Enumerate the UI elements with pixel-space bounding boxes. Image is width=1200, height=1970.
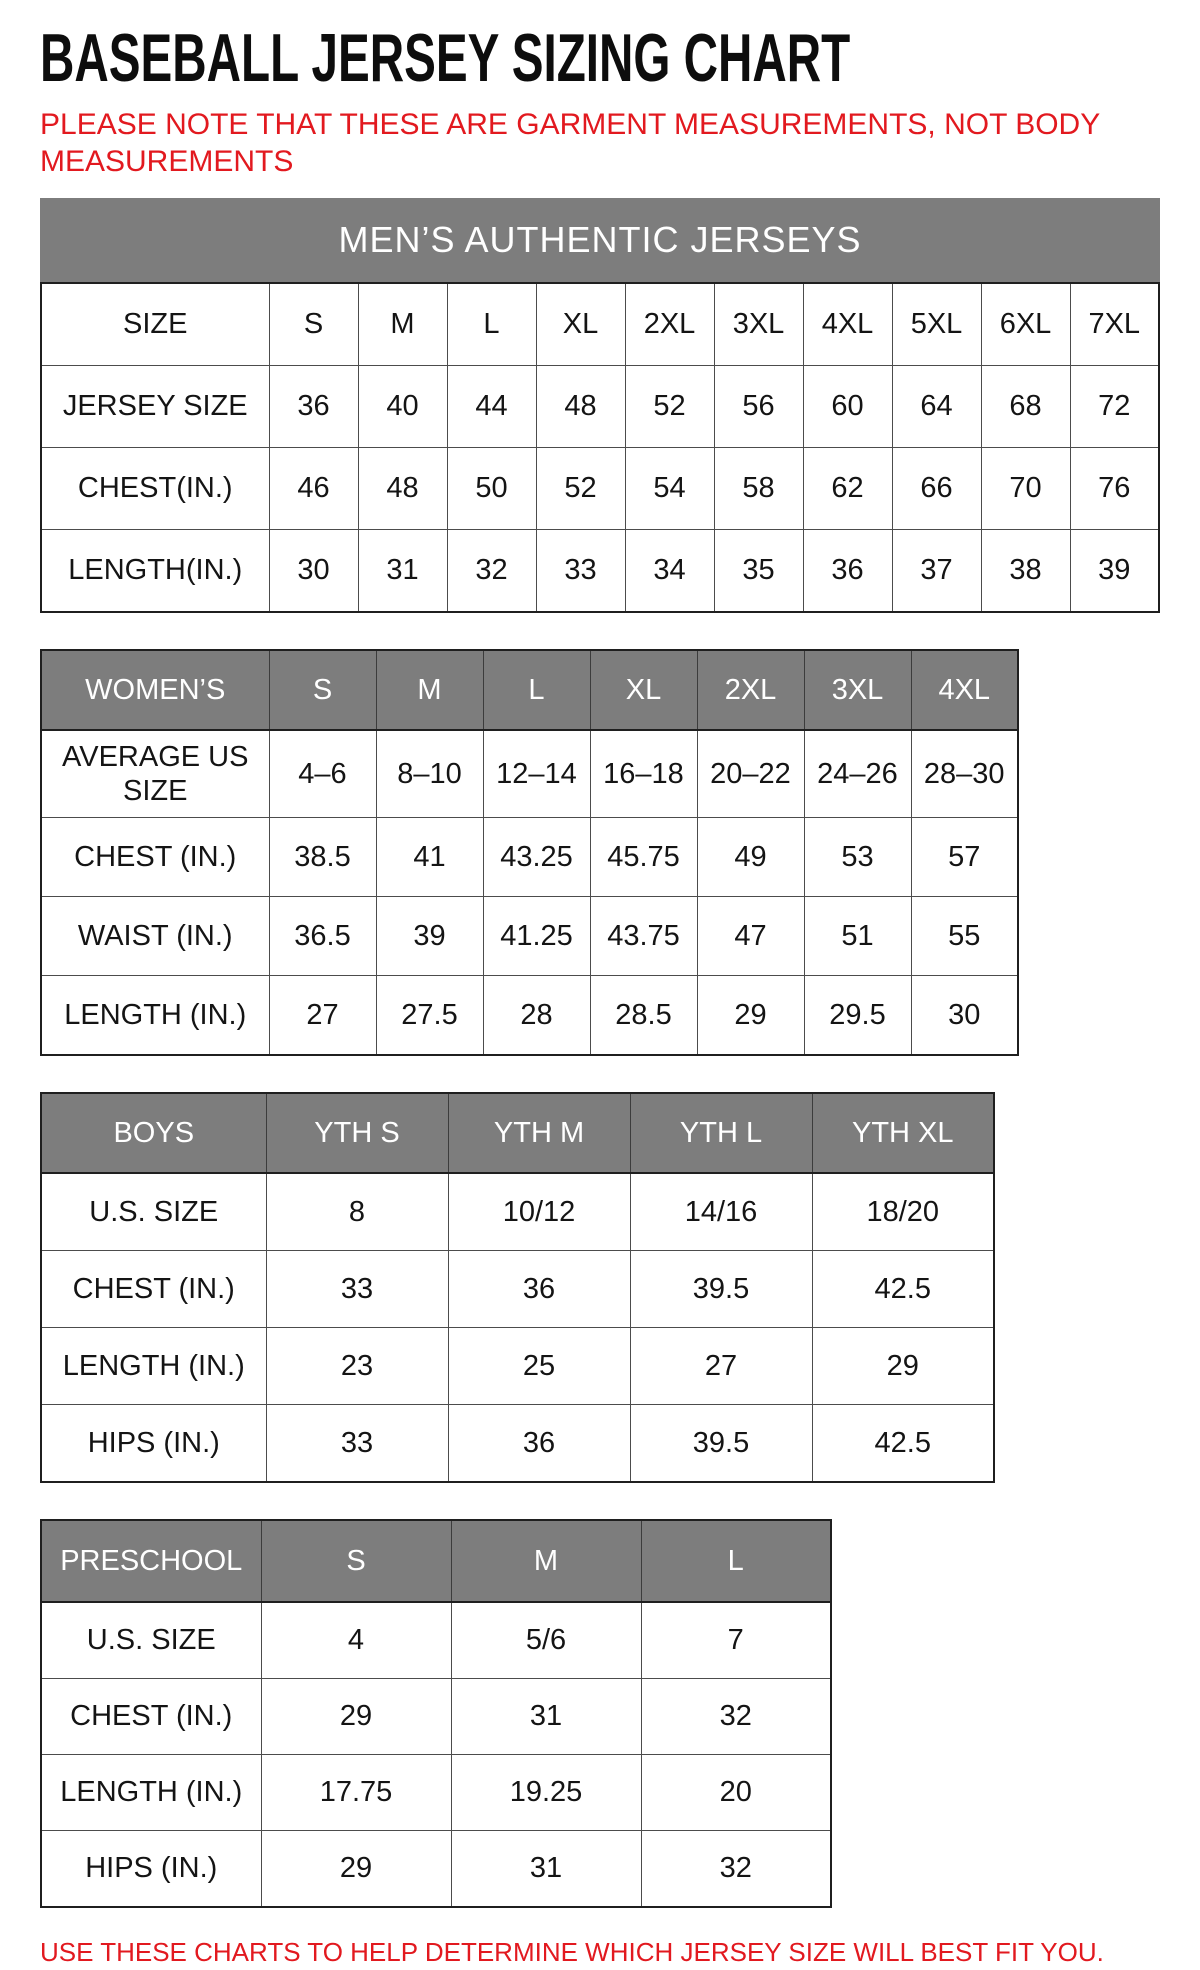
table-cell: 35: [714, 530, 803, 613]
table-row: [41, 366, 1159, 448]
table-cell: 42.5: [812, 1251, 994, 1328]
preschool-header-row: [41, 1520, 831, 1602]
table-row: [41, 897, 1018, 976]
column-header: S: [261, 1520, 451, 1602]
table-cell: S: [269, 283, 358, 366]
row-label: SIZE: [41, 283, 269, 366]
row-label: CHEST(IN.): [41, 448, 269, 530]
table-cell: M: [358, 283, 447, 366]
row-label: CHEST (IN.): [41, 1679, 261, 1755]
table-cell: 48: [358, 448, 447, 530]
table-cell: 7: [641, 1602, 831, 1679]
table-cell: 28–30: [911, 730, 1018, 818]
table-cell: 37: [892, 530, 981, 613]
table-cell: 39.5: [630, 1405, 812, 1483]
column-header: BOYS: [41, 1093, 266, 1173]
table-cell: 36.5: [269, 897, 376, 976]
table-cell: 31: [451, 1679, 641, 1755]
table-cell: 53: [804, 818, 911, 897]
table-cell: 32: [447, 530, 536, 613]
table-cell: 23: [266, 1328, 448, 1405]
table-cell: 4: [261, 1602, 451, 1679]
table-cell: 8: [266, 1173, 448, 1251]
boys-jerseys-table: [40, 1092, 1180, 1483]
boys-grid: [40, 1092, 995, 1483]
table-cell: 58: [714, 448, 803, 530]
column-header: YTH S: [266, 1093, 448, 1173]
column-header: M: [451, 1520, 641, 1602]
table-row: [41, 1755, 831, 1831]
table-cell: 48: [536, 366, 625, 448]
table-cell: 45.75: [590, 818, 697, 897]
table-cell: 33: [536, 530, 625, 613]
table-cell: 25: [448, 1328, 630, 1405]
table-row: [41, 1173, 994, 1251]
row-label: LENGTH (IN.): [41, 1328, 266, 1405]
table-cell: 39: [1070, 530, 1159, 613]
table-cell: 72: [1070, 366, 1159, 448]
table-row: [41, 976, 1018, 1056]
table-cell: 46: [269, 448, 358, 530]
table-cell: XL: [536, 283, 625, 366]
table-cell: 20: [641, 1755, 831, 1831]
table-cell: 39: [376, 897, 483, 976]
table-cell: 41: [376, 818, 483, 897]
table-cell: 62: [803, 448, 892, 530]
table-cell: 6XL: [981, 283, 1070, 366]
row-label: LENGTH (IN.): [41, 976, 269, 1056]
table-cell: 57: [911, 818, 1018, 897]
table-cell: 16–18: [590, 730, 697, 818]
row-label: U.S. SIZE: [41, 1173, 266, 1251]
table-cell: 28: [483, 976, 590, 1056]
table-cell: 18/20: [812, 1173, 994, 1251]
row-label: CHEST (IN.): [41, 818, 269, 897]
table-cell: 76: [1070, 448, 1159, 530]
table-cell: 39.5: [630, 1251, 812, 1328]
table-cell: 8–10: [376, 730, 483, 818]
mens-banner: MEN’S AUTHENTIC JERSEYS: [40, 198, 1160, 282]
table-row: [41, 1328, 994, 1405]
table-cell: 33: [266, 1251, 448, 1328]
womens-jerseys-table: [40, 649, 1180, 1056]
table-cell: 60: [803, 366, 892, 448]
table-cell: 29: [812, 1328, 994, 1405]
column-header: YTH XL: [812, 1093, 994, 1173]
table-cell: 56: [714, 366, 803, 448]
table-cell: 34: [625, 530, 714, 613]
size-tables: [40, 198, 1180, 1908]
table-row: [41, 1251, 994, 1328]
table-cell: 44: [447, 366, 536, 448]
table-cell: 30: [911, 976, 1018, 1056]
table-cell: 43.25: [483, 818, 590, 897]
table-cell: 20–22: [697, 730, 804, 818]
table-cell: 27: [630, 1328, 812, 1405]
preschool-grid: [40, 1519, 832, 1908]
table-cell: 41.25: [483, 897, 590, 976]
table-row: [41, 283, 1159, 366]
mens-authentic-jerseys-table: [40, 198, 1180, 613]
table-cell: 38: [981, 530, 1070, 613]
column-header: XL: [590, 650, 697, 730]
table-cell: 55: [911, 897, 1018, 976]
table-cell: 10/12: [448, 1173, 630, 1251]
table-cell: 29: [697, 976, 804, 1056]
row-label: HIPS (IN.): [41, 1831, 261, 1908]
table-cell: 7XL: [1070, 283, 1159, 366]
garment-measurement-note: PLEASE NOTE THAT THESE ARE GARMENT MEASUREMENTS, NOT BODY MEASUREMENTS: [40, 108, 1100, 178]
table-cell: 29: [261, 1831, 451, 1908]
table-cell: 42.5: [812, 1405, 994, 1483]
table-row: [41, 818, 1018, 897]
table-cell: 4XL: [803, 283, 892, 366]
table-cell: 5XL: [892, 283, 981, 366]
table-cell: 47: [697, 897, 804, 976]
table-cell: L: [447, 283, 536, 366]
row-label: WAIST (IN.): [41, 897, 269, 976]
column-header: L: [641, 1520, 831, 1602]
table-cell: 66: [892, 448, 981, 530]
table-cell: 32: [641, 1831, 831, 1908]
table-cell: 17.75: [261, 1755, 451, 1831]
table-row: [41, 1831, 831, 1908]
table-cell: 52: [625, 366, 714, 448]
table-cell: 31: [358, 530, 447, 613]
table-cell: 3XL: [714, 283, 803, 366]
table-cell: 36: [803, 530, 892, 613]
table-cell: 50: [447, 448, 536, 530]
table-cell: 4–6: [269, 730, 376, 818]
table-cell: 30: [269, 530, 358, 613]
table-cell: 27.5: [376, 976, 483, 1056]
table-cell: 31: [451, 1831, 641, 1908]
table-cell: 2XL: [625, 283, 714, 366]
column-header: 2XL: [697, 650, 804, 730]
table-cell: 54: [625, 448, 714, 530]
table-cell: 36: [448, 1405, 630, 1483]
page-title: BASEBALL JERSEY SIZING CHART: [40, 20, 851, 96]
table-cell: 52: [536, 448, 625, 530]
table-cell: 51: [804, 897, 911, 976]
womens-grid: [40, 649, 1019, 1056]
table-cell: 40: [358, 366, 447, 448]
table-cell: 36: [269, 366, 358, 448]
table-cell: 19.25: [451, 1755, 641, 1831]
row-label: LENGTH(IN.): [41, 530, 269, 613]
table-cell: 43.75: [590, 897, 697, 976]
row-label: CHEST (IN.): [41, 1251, 266, 1328]
table-row: [41, 730, 1018, 818]
table-cell: 5/6: [451, 1602, 641, 1679]
footer-note: USE THESE CHARTS TO HELP DETERMINE WHICH JERSEY SIZE WILL BEST FIT YOU.: [40, 1937, 1104, 1967]
table-row: [41, 1679, 831, 1755]
column-header: M: [376, 650, 483, 730]
table-cell: 49: [697, 818, 804, 897]
row-label: LENGTH (IN.): [41, 1755, 261, 1831]
table-row: [41, 448, 1159, 530]
table-cell: 14/16: [630, 1173, 812, 1251]
table-cell: 33: [266, 1405, 448, 1483]
table-cell: 38.5: [269, 818, 376, 897]
table-cell: 64: [892, 366, 981, 448]
column-header: YTH L: [630, 1093, 812, 1173]
table-cell: 27: [269, 976, 376, 1056]
row-label: U.S. SIZE: [41, 1602, 261, 1679]
row-label: HIPS (IN.): [41, 1405, 266, 1483]
column-header: WOMEN’S: [41, 650, 269, 730]
preschool-jerseys-table: [40, 1519, 1180, 1908]
table-cell: 29: [261, 1679, 451, 1755]
column-header: S: [269, 650, 376, 730]
column-header: L: [483, 650, 590, 730]
column-header: 3XL: [804, 650, 911, 730]
table-cell: 68: [981, 366, 1070, 448]
table-cell: 32: [641, 1679, 831, 1755]
table-cell: 70: [981, 448, 1070, 530]
column-header: 4XL: [911, 650, 1018, 730]
row-label: AVERAGE US SIZE: [41, 730, 269, 818]
table-cell: 24–26: [804, 730, 911, 818]
womens-header-row: [41, 650, 1018, 730]
table-cell: 36: [448, 1251, 630, 1328]
mens-grid: [40, 282, 1160, 613]
column-header: PRESCHOOL: [41, 1520, 261, 1602]
column-header: YTH M: [448, 1093, 630, 1173]
boys-header-row: [41, 1093, 994, 1173]
table-row: [41, 1602, 831, 1679]
table-cell: 28.5: [590, 976, 697, 1056]
table-cell: 12–14: [483, 730, 590, 818]
table-row: [41, 530, 1159, 613]
row-label: JERSEY SIZE: [41, 366, 269, 448]
table-cell: 29.5: [804, 976, 911, 1056]
table-row: [41, 1405, 994, 1483]
